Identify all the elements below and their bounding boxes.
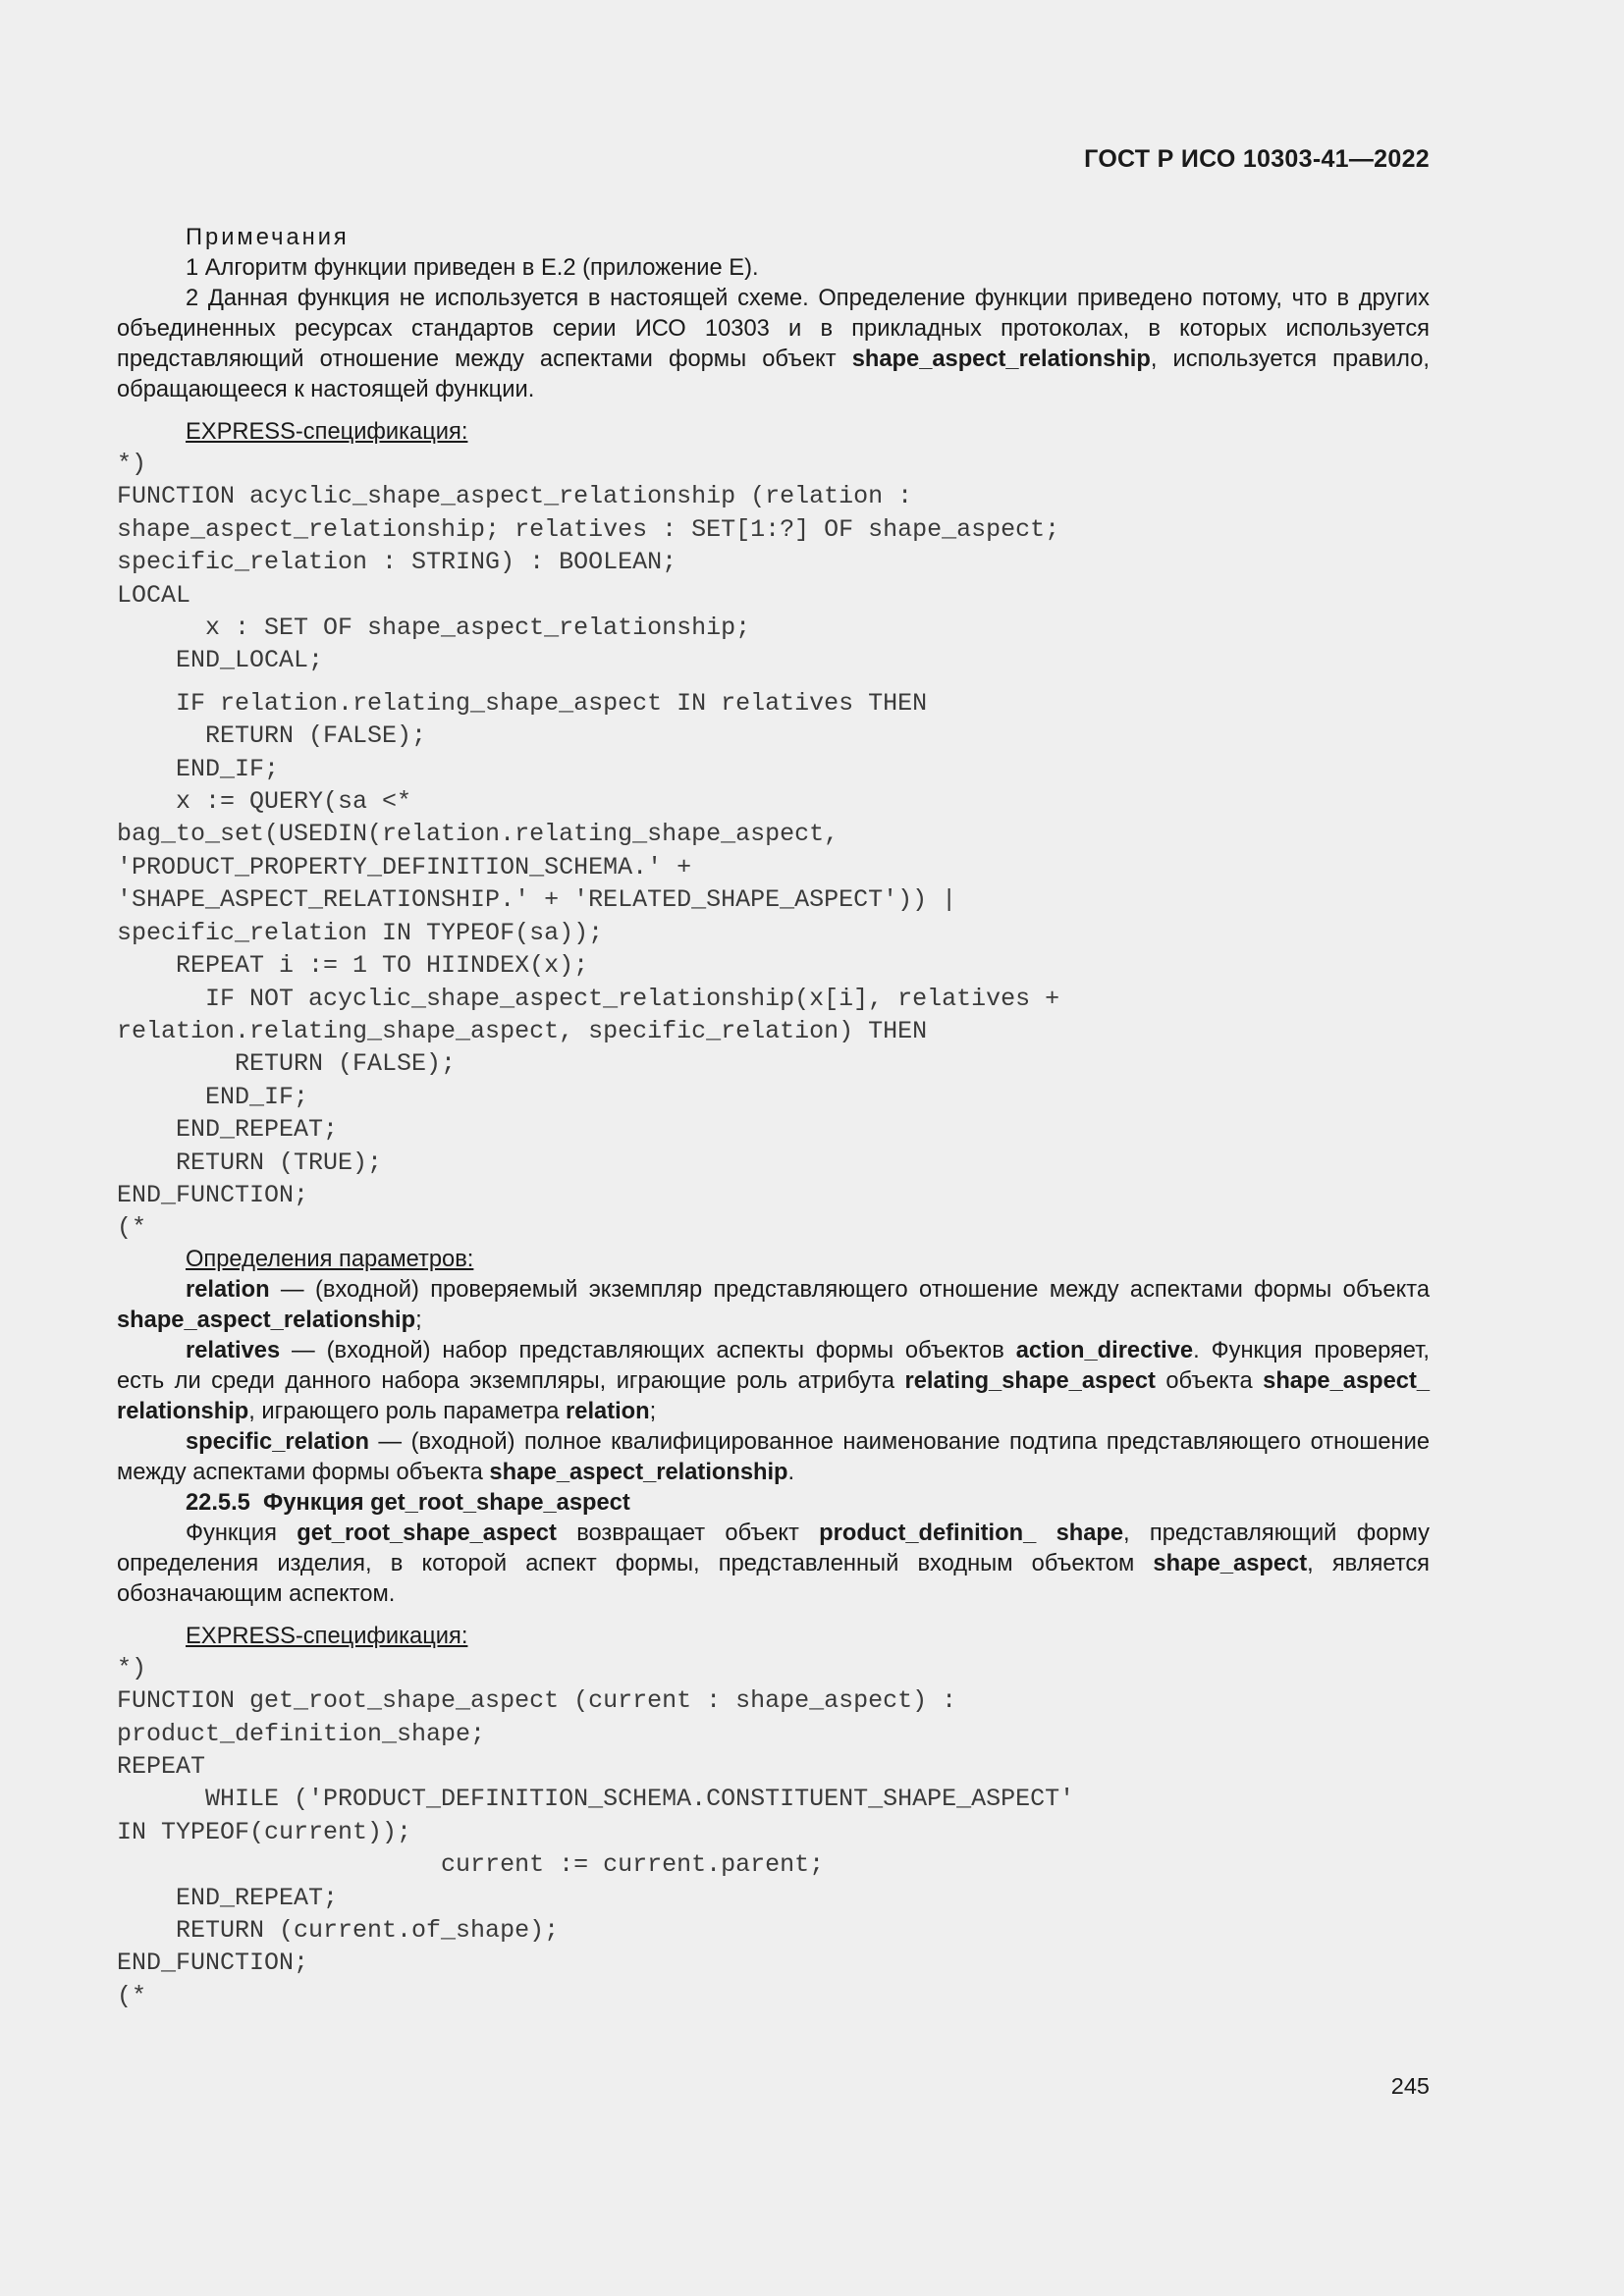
section-number: 22.5.5 xyxy=(186,1489,250,1516)
param-relatives-text-c: . Функция проверяет, есть ли среди данного набора экземпляры, играющие роль атрибута xyxy=(117,1337,1430,1394)
parameters-heading: Определения параметров: xyxy=(186,1246,474,1272)
param-specific-text-a: — (входной) полное квалифицированное наименование подтипа представляющего отношение между аспектами формы объекта xyxy=(117,1428,1430,1485)
param-relation-term: relation xyxy=(186,1276,270,1303)
express-code-block-2: *) FUNCTION get_root_shape_aspect (current : shape_aspect) : product_definition_shape; REPEAT WHILE ('PRODUCT_DEFINITION_SCHEMA.CONSTITUENT_SHAPE_ASPECT' IN TYPEOF(current)); current := current.parent; END_REPEAT; RETURN (current.of_shape); END_FUNCTION; (* xyxy=(117,1653,1075,2010)
param-relation-ref: shape_aspect_relationship xyxy=(117,1307,416,1333)
section-text-a: Функция xyxy=(186,1520,298,1546)
document-id-header: ГОСТ Р ИСО 10303-41—2022 xyxy=(1084,145,1430,173)
section-heading xyxy=(117,1488,1430,1519)
param-specific-relation xyxy=(117,1427,1430,1488)
express-spec-heading-2: EXPRESS-спецификация: xyxy=(186,1623,468,1649)
section-paragraph xyxy=(117,1519,1430,1610)
param-relatives-text-a: — (входной) набор представляющих аспекты формы объектов xyxy=(280,1337,1016,1363)
param-relatives-text-g: , играющего роль параметра xyxy=(248,1398,567,1424)
param-specific-ref: shape_aspect_relationship xyxy=(489,1459,788,1485)
param-relation-text-a: — (входной) проверяемый экземпляр представляющего отношение между аспектами формы объекта xyxy=(269,1276,1430,1303)
param-relatives-ref-4: relation xyxy=(566,1398,650,1424)
page-number: 245 xyxy=(1390,2073,1430,2099)
param-relatives-text-i: ; xyxy=(649,1398,657,1424)
express-spec-heading-1: EXPRESS-спецификация: xyxy=(186,419,468,445)
section-text-c: возвращает объект xyxy=(556,1520,820,1546)
param-relatives xyxy=(117,1336,1430,1427)
section-text-g: , является обозначающим аспектом. xyxy=(117,1550,1431,1607)
param-relatives-ref-1: action_directive xyxy=(1015,1337,1194,1363)
page-content xyxy=(117,223,1430,2012)
note-2-text-a: 2 Данная функция не используется в настоящей схеме. Определение функции приведено потому, что в других объединенных ресурсах стандартов серии ИСО 10303 и в прикладных протоколах, в которых используется представляющий отношение между аспектами формы объект xyxy=(117,286,1430,372)
express-code-block-1b: IF relation.relating_shape_aspect IN relatives THEN RETURN (FALSE); END_IF; x := QUERY(sa <* bag_to_set(USEDIN(relation.relating_shape_aspect, 'PRODUCT_PROPERTY_DEFINITION_SCHEMA.' + 'SHAPE_ASPECT_RELATIONSHIP.' + 'RELATED_SHAPE_ASPECT')) | specific_relation IN TYPEOF(sa)); REPEAT i := 1 TO HIINDEX(x); IF NOT acyclic_shape_aspect_relationship(x[i], relatives + relation.relating_shape_aspect, specific_relation) THEN RETURN (FALSE); END_IF; END_REPEAT; RETURN (TRUE); END_FUNCTION; (* xyxy=(117,688,1060,1243)
param-specific-text-c: . xyxy=(787,1459,795,1485)
express-code-block-1a: *) FUNCTION acyclic_shape_aspect_relationship (relation : shape_aspect_relationship; relatives : SET[1:?] OF shape_aspect; specific_relation : STRING) : BOOLEAN; LOCAL x : SET OF shape_aspect_relationship; END_LOCAL; xyxy=(117,450,1060,675)
param-relatives-term: relatives xyxy=(186,1337,281,1363)
note-2 xyxy=(117,284,1430,405)
section-title: Функция get_root_shape_aspect xyxy=(263,1489,630,1516)
notes-title: Примечания xyxy=(186,225,350,250)
param-relation xyxy=(117,1275,1430,1336)
note-2-term: shape_aspect_relationship xyxy=(851,347,1151,372)
section-ref-1: get_root_shape_aspect xyxy=(297,1520,557,1546)
section-ref-3: shape_aspect xyxy=(1153,1550,1308,1576)
param-relatives-ref-3: shape_aspect_ relationship xyxy=(117,1367,1431,1424)
param-relatives-text-e: объекта xyxy=(1155,1367,1264,1394)
param-specific-term: specific_relation xyxy=(186,1428,369,1455)
section-text-e: , представляющий форму определения изделия, в которой аспект формы, представленный входным объектом xyxy=(117,1520,1430,1576)
param-relatives-ref-2: relating_shape_aspect xyxy=(904,1367,1156,1394)
section-ref-2: product_definition_ shape xyxy=(819,1520,1124,1546)
param-relation-text-c: ; xyxy=(415,1307,422,1333)
note-1: 1 Алгоритм функции приведен в Е.2 (приложение Е). xyxy=(186,255,759,281)
note-2-text-c: , используется правило, обращающееся к настоящей функции. xyxy=(117,347,1431,402)
